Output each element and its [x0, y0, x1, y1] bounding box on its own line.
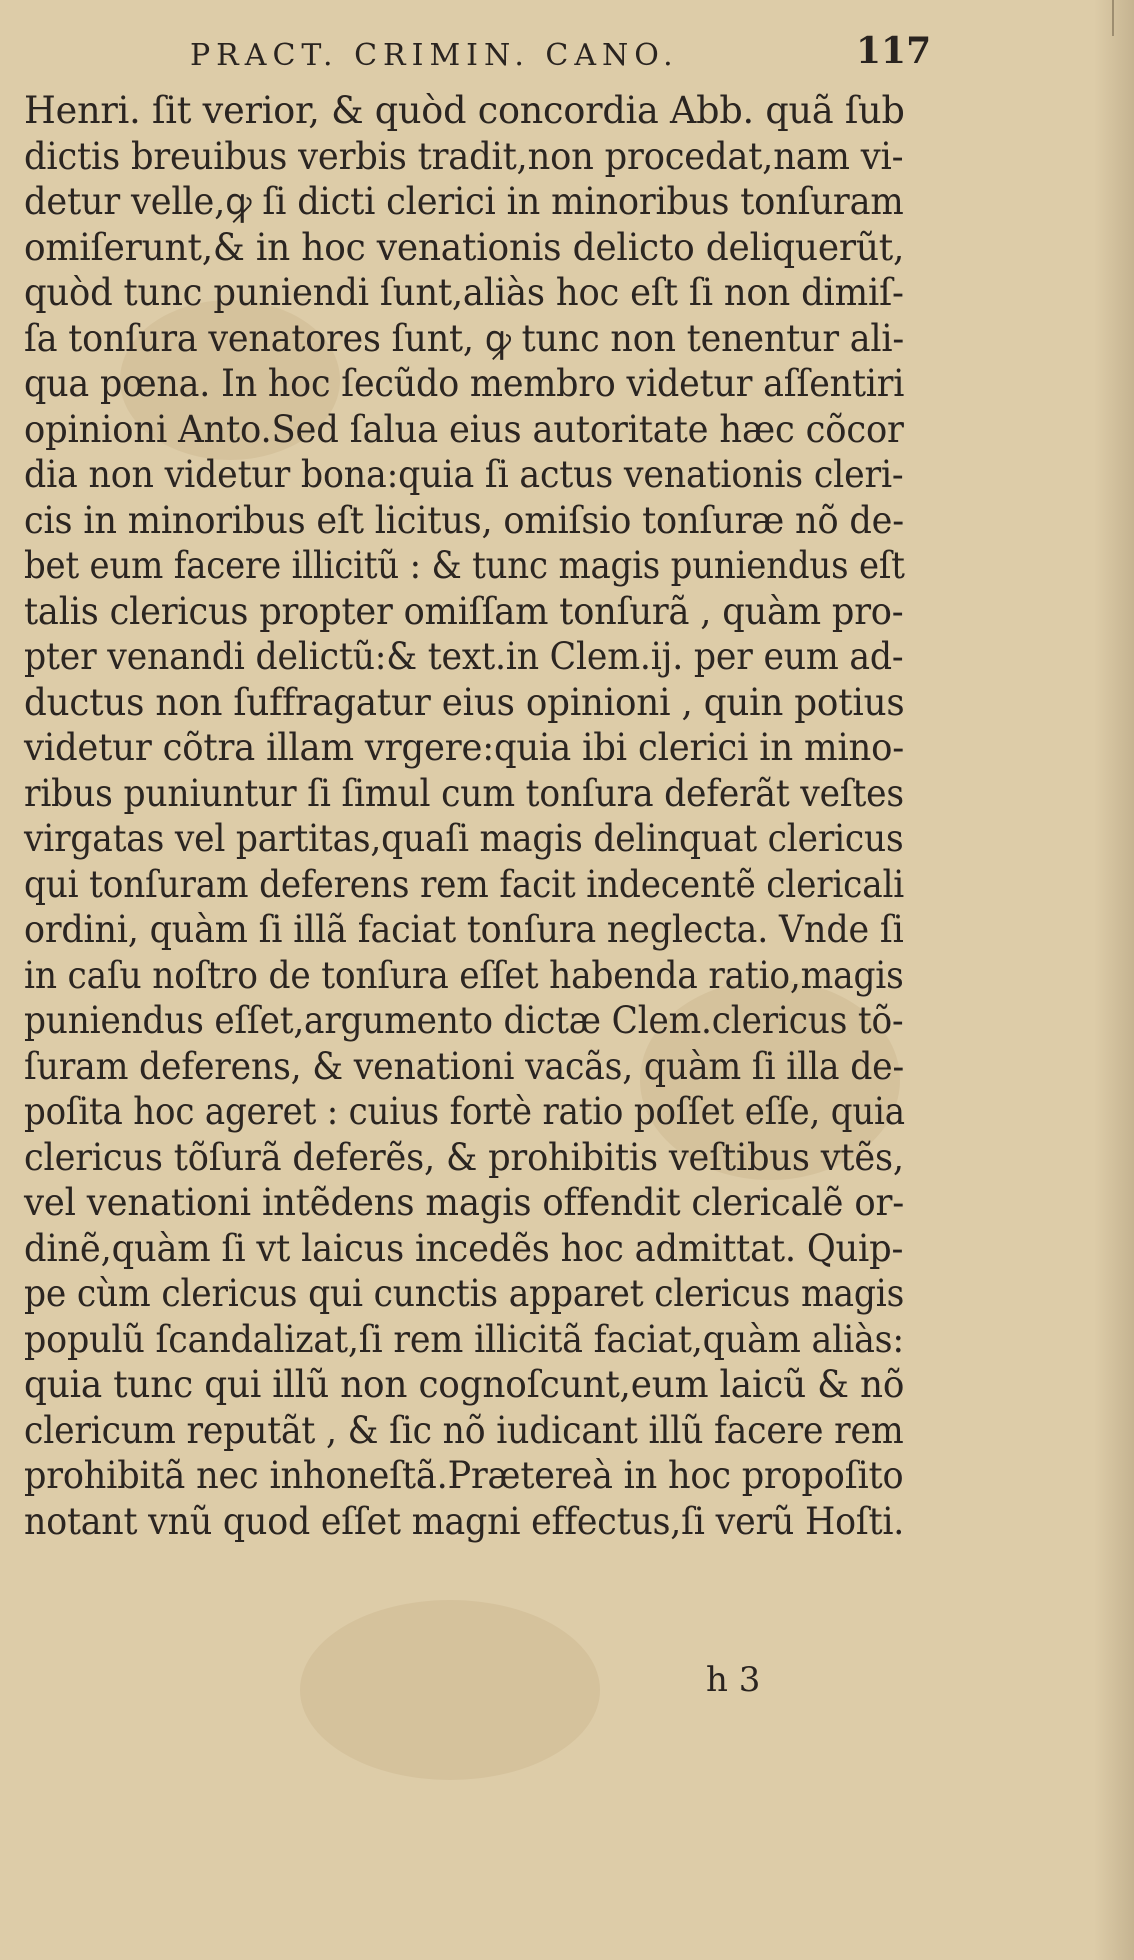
text-line: virgatas vel partitas,quaſi magis delinquat clericus [24, 817, 904, 860]
text-line: qui tonſuram deferens rem facit indecentẽ clericali [24, 862, 905, 906]
text-line: clericus tõſurã deferẽs, & prohibitis veſtibus vtẽs, [24, 1135, 904, 1179]
text-line: quia tunc qui illũ non cognoſcunt,eum laicũ & nõ [24, 1363, 905, 1406]
text-line: videtur cõtra illam vrgere:quia ibi clerici in mino- [24, 726, 905, 769]
text-line: clericum reputãt , & ſic nõ iudicant illũ facere rem [24, 1408, 904, 1452]
text-line: detur velle,ꝙ ſi dicti clerici in minoribus tonſuram [24, 180, 904, 223]
page-number: 117 [856, 30, 932, 72]
text-line: Henri. ſit verior, & quòd concordia Abb. quã ſub [24, 89, 905, 132]
text-line: ribus puniuntur ſi ſimul cum tonſura deferãt veſtes [24, 771, 904, 815]
text-line: prohibitã nec inhoneſtã.Prætereà in hoc propoſito [24, 1454, 904, 1497]
text-line: dinẽ,quàm ſi vt laicus incedẽs hoc admittat. Quip- [24, 1226, 904, 1270]
text-line: dictis breuibus verbis tradit,non procedat,nam vi- [24, 134, 904, 178]
text-line: quòd tunc puniendi ſunt,aliàs hoc eſt ſi non dimiſ- [24, 271, 904, 314]
text-line: poſita hoc ageret : cuius fortè ratio poſſet eſſe, quia [24, 1090, 905, 1133]
text-line: ſuram deferens, & venationi vacãs, quàm ſi illa de- [24, 1044, 905, 1088]
text-line: notant vnũ quod eſſet magni effectus,ſi verũ Hoſti. [24, 1499, 905, 1543]
signature-mark: h 3 [706, 1660, 761, 1700]
text-line: dia non videtur bona:quia ſi actus venationis cleri- [24, 453, 904, 496]
text-line: pe cùm clericus qui cunctis apparet clericus magis [24, 1272, 905, 1315]
text-line: pter venandi delictũ:& text.in Clem.ij. per eum ad- [24, 635, 904, 678]
text-line: vel venationi intẽdens magis offendit clericalẽ or- [24, 1181, 905, 1224]
text-line: ſa tonſura venatores ſunt, ꝙ tunc non tenentur ali- [24, 316, 904, 360]
text-line: populũ ſcandalizat,ſi rem illicitã faciat,quàm aliàs: [24, 1317, 904, 1361]
text-line: bet eum facere illicitũ : & tunc magis puniendus eſt [24, 544, 905, 587]
body-text [24, 88, 924, 1544]
text-line: ordini, quàm ſi illã faciat tonſura neglecta. Vnde ſi [24, 908, 904, 951]
paper-stain [300, 1600, 600, 1780]
page-edge-shadow [1094, 0, 1134, 1960]
text-line: opinioni Anto.Sed ſalua eius autoritate hæc cõcor [24, 407, 904, 451]
text-line: ductus non ſuffragatur eius opinioni , quin potius [24, 680, 905, 724]
text-line: in caſu noſtro de tonſura eſſet habenda ratio,magis [24, 953, 904, 997]
text-line: omiſerunt,& in hoc venationis delicto deliquerũt, [24, 225, 905, 269]
running-head: PRACT. CRIMIN. CANO. [190, 38, 679, 73]
text-line: talis clericus propter omiſſam tonſurã , quàm pro- [24, 589, 904, 633]
text-line: qua pœna. In hoc ſecũdo membro videtur aſſentiri [24, 362, 905, 405]
text-line: cis in minoribus eſt licitus, omiſsio tonſuræ nõ de- [24, 498, 904, 542]
page-corner-mark [1112, 0, 1128, 36]
text-line: puniendus eſſet,argumento dictæ Clem.clericus tõ- [24, 999, 904, 1042]
